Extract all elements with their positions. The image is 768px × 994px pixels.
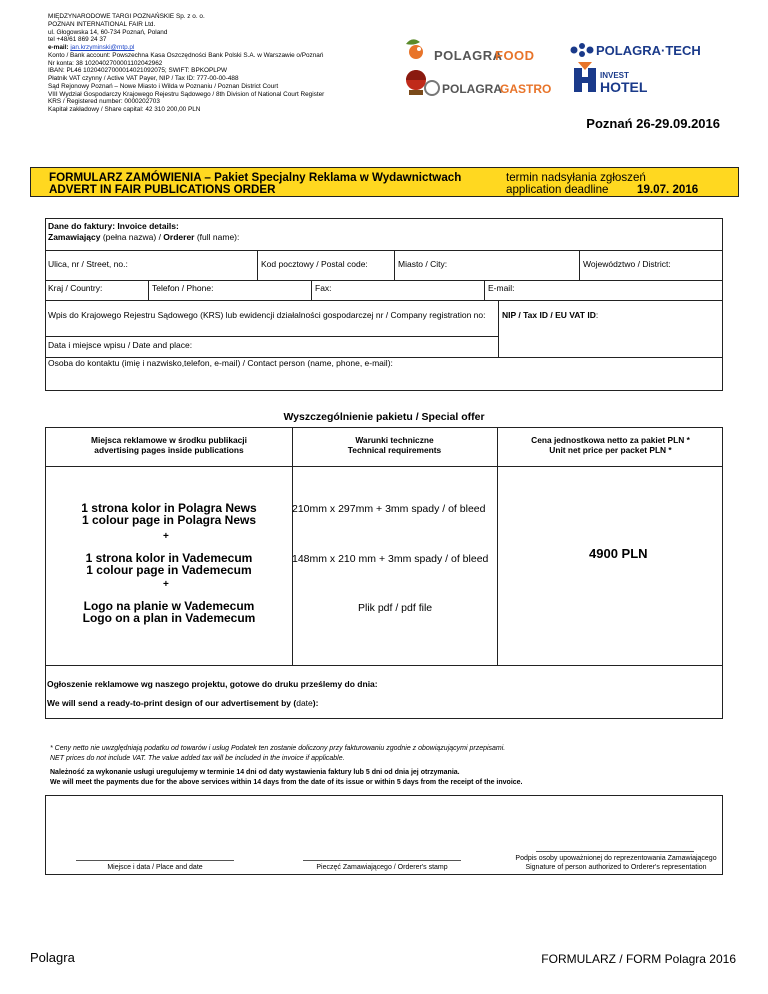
email-label: e-mail:	[48, 44, 69, 51]
logo-tech-text: POLAGRA·TECH	[596, 43, 701, 58]
footer-right: FORMULARZ / FORM Polagra 2016	[541, 952, 736, 966]
nip-tax-id-field[interactable]: NIP / Tax ID / EU VAT ID:	[502, 310, 599, 320]
tech-req-vademecum: 148mm x 210 mm + 3mm spady / of bleed	[292, 553, 489, 565]
orderer-field[interactable]: Zamawiający (pełna nazwa) / Orderer (full name):	[48, 232, 240, 242]
company-info	[48, 13, 408, 114]
invoice-title: Dane do faktury: Invoice details:	[48, 221, 179, 231]
logo-invest-text: INVEST	[600, 71, 629, 80]
phone-field[interactable]: Telefon / Phone:	[152, 283, 214, 293]
company-line: Sąd Rejonowy Poznań – Nowe Miasto i Wilda w Poznaniu / Poznan District Court	[48, 82, 279, 90]
invoice-details-form	[45, 218, 723, 391]
logo-food-b: FOOD	[495, 48, 535, 63]
company-line: tel +48/61 869 24 37	[48, 36, 107, 44]
company-line: VIII Wydział Gospodarczy Krajowego Rejestru Sądowego / 8th Division of National Court Register	[48, 90, 325, 98]
company-line: KRS / Registered number: 0000202703	[48, 98, 160, 106]
logo-hotel-text: HOTEL	[600, 79, 648, 95]
street-field[interactable]: Ulica, nr / Street, no.:	[48, 259, 128, 269]
signature-section	[45, 795, 723, 875]
district-field[interactable]: Województwo / District:	[583, 259, 671, 269]
food-emblem-icon	[406, 39, 423, 59]
col-header-price: Cena jednostkowa netto za pakiet PLN * Unit net price per packet PLN *	[531, 435, 690, 455]
deadline-label-pl: termin nadsyłania zgłoszeń	[506, 171, 646, 184]
vat-footnote: * Ceny netto nie uwzględniają podatku od towarów i usług Podatek ten zostanie doliczony przy fakturowaniu zgodnie z obowiązującymi przepisami. NET prices do not include VAT. The value added tax will be included in the invoice if applicable.	[50, 745, 506, 762]
company-line: ul. Głogowska 14, 60-734 Poznań, Poland	[48, 28, 168, 36]
tech-req-logo-plan: Plik pdf / pdf file	[358, 602, 433, 614]
company-email-line	[48, 44, 408, 52]
authorized-signature[interactable]: Podpis osoby upoważnionej do reprezentowania Zamawiającego Signature of person authorized to Orderer's representation	[515, 855, 717, 871]
hotel-h-icon	[574, 62, 596, 92]
form-title-en: ADVERT IN FAIR PUBLICATIONS ORDER	[49, 183, 276, 196]
event-date-place: Poznań 26-29.09.2016	[586, 116, 720, 131]
logo-food-a: POLAGRA	[434, 48, 503, 63]
tech-dots-icon	[571, 43, 594, 57]
tech-req-polagra-news: 210mm x 297mm + 3mm spady / of bleed	[292, 503, 486, 515]
offer-item-polagra-news: 1 strona kolor in Polagra News 1 colour page in Polagra News	[81, 501, 257, 527]
deadline-label-en: application deadline	[506, 183, 609, 196]
logo-gastro-b: GASTRO	[500, 82, 552, 96]
company-line: Płatnik VAT czynny / Active VAT Payer, NIP / Tax ID: 777-00-00-488	[48, 75, 239, 82]
polagra-tech-invest-hotel-logo	[568, 40, 718, 96]
delivery-date-field-pl[interactable]: Ogłoszenie reklamowe wg naszego projektu, gotowe do druku prześlemy do dnia:	[47, 679, 378, 689]
footer-left: Polagra	[30, 950, 75, 965]
special-offer-title: Wyszczególnienie pakietu / Special offer	[283, 411, 485, 423]
offer-item-logo-plan: Logo na planie w Vademecum Logo on a plan in Vademecum	[82, 599, 256, 625]
registration-date-place-field[interactable]: Data i miejsce wpisu / Date and place:	[48, 340, 193, 350]
company-line: Konto / Bank account: Powszechna Kasa Oszczędności Bank Polski S.A. w Warszawie o/Poznań	[48, 51, 324, 59]
company-line: MIĘDZYNARODOWE TARGI POZNAŃSKIE Sp. z o. o.	[48, 13, 205, 20]
plus-sign: +	[163, 579, 169, 590]
krs-registration-field[interactable]: Wpis do Krajowego Rejestru Sądowego (KRS) lub ewidencji działalności gospodarczej nr / Company registration no:	[48, 310, 486, 320]
company-line: IBAN: PL46 10204027000014021092075; SWIFT: BPKOPLPW	[48, 67, 228, 75]
gastro-emblem-icon	[406, 70, 426, 95]
postal-code-field[interactable]: Kod pocztowy / Postal code:	[261, 259, 368, 269]
form-title-pl: FORMULARZ ZAMÓWIENIA – Pakiet Specjalny Reklama w Wydawnictwach	[49, 171, 462, 184]
package-price: 4900 PLN	[589, 546, 648, 561]
offer-item-vademecum: 1 strona kolor in Vademecum 1 colour page in Vademecum	[85, 551, 253, 577]
polagra-food-gastro-logo	[392, 36, 552, 106]
email-link[interactable]: jan.krzyminski@mtp.pl	[70, 44, 135, 51]
col-header-placement: Miejsca reklamowe w środku publikacji advertising pages inside publications	[91, 435, 247, 455]
col-header-technical: Warunki techniczne Technical requirements	[347, 435, 442, 455]
fax-field[interactable]: Fax:	[315, 283, 332, 293]
company-line: POZNAN INTERNATIONAL FAIR Ltd.	[48, 20, 156, 28]
company-line: Nr konta: 38 1020402700001102042962	[48, 59, 163, 67]
logo-gastro-a: POLAGRA	[442, 82, 502, 96]
city-field[interactable]: Miasto / City:	[398, 259, 448, 269]
plus-sign: +	[163, 531, 169, 542]
country-field[interactable]: Kraj / Country:	[48, 283, 103, 293]
deadline-date: 19.07. 2016	[637, 183, 699, 196]
place-date-signature[interactable]: Miejsce i data / Place and date	[107, 864, 203, 871]
delivery-date-field-en[interactable]: We will send a ready-to-print design of our advertisement by (date):	[47, 698, 319, 708]
payment-terms: Należność za wykonanie usługi uregulujemy w terminie 14 dni od daty wystawienia faktury lub 5 dni od dnia jej otrzymania. We will meet the payments due for the above services within 14 days from the date of its issue or within 5 days from the receipt of the invoice.	[50, 769, 523, 786]
contact-person-field[interactable]: Osoba do kontaktu (imię i nazwisko,telefon, e-mail) / Contact person (name, phone, e-mail):	[48, 358, 393, 368]
special-offer-table	[45, 427, 723, 719]
order-title-band	[30, 167, 739, 197]
email-field[interactable]: E-mail:	[488, 283, 515, 293]
company-line: Kapitał zakładowy / Share capital: 42 310 200,00 PLN	[48, 106, 201, 113]
orderer-stamp[interactable]: Pieczęć Zamawiającego / Orderer's stamp	[316, 864, 448, 871]
